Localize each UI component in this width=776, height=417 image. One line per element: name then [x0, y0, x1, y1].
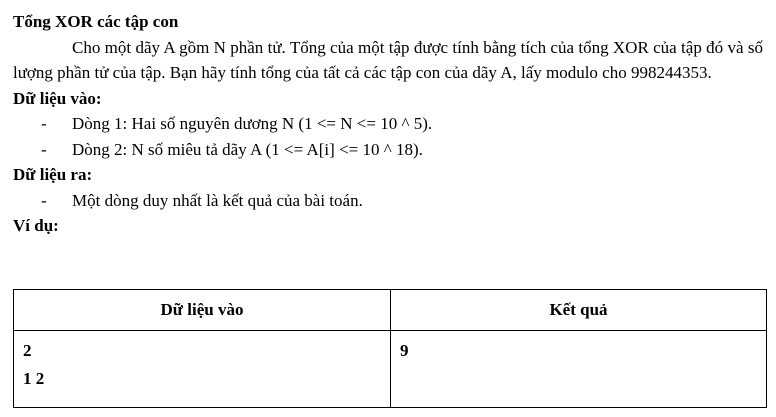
example-input-cell — [14, 331, 391, 408]
example-table-row — [14, 331, 767, 408]
problem-title: Tổng XOR các tập con — [13, 12, 179, 31]
column-header-output: Kết quả — [391, 290, 767, 331]
example-heading: Ví dụ: — [13, 216, 59, 235]
problem-description — [13, 35, 763, 86]
bullet-dash: - — [41, 114, 47, 133]
input-item-2 — [13, 137, 763, 163]
bullet-dash: - — [41, 190, 47, 210]
input-item-1-text: Dòng 1: Hai số nguyên dương N (1 <= N <= 10 ^ 5). — [72, 114, 433, 133]
output-item-1 — [13, 188, 763, 214]
example-input-line-2: 1 2 — [23, 369, 45, 388]
input-item-2-text: Dòng 2: N số miêu tả dãy A (1 <= A[i] <= 10 ^ 18). — [72, 139, 423, 159]
input-item-1 — [13, 111, 763, 137]
column-header-input: Dữ liệu vào — [14, 290, 391, 331]
example-output-cell — [391, 331, 767, 408]
problem-statement — [13, 9, 763, 239]
example-output-line-1: 9 — [400, 341, 409, 360]
output-heading: Dữ liệu ra: — [13, 165, 93, 184]
description-line-3: 998244353. — [630, 63, 712, 82]
bullet-dash: - — [41, 139, 47, 159]
example-table-header-row — [14, 290, 767, 331]
example-table — [13, 289, 767, 408]
input-heading: Dữ liệu vào: — [13, 88, 102, 108]
example-input-line-1: 2 — [23, 341, 32, 360]
output-item-1-text: Một dòng duy nhất là kết quả của bài toán. — [72, 190, 363, 210]
description-line-1: Cho một dãy A gồm N phần tử. Tổng của một tập được tính bằng tích của tổng XOR của tập — [72, 37, 702, 57]
description-line-2: đó và số lượng phần tử của tập. Bạn hãy tính tổng của tất cả các tập con của dãy A, lấy modulo cho — [13, 37, 764, 82]
